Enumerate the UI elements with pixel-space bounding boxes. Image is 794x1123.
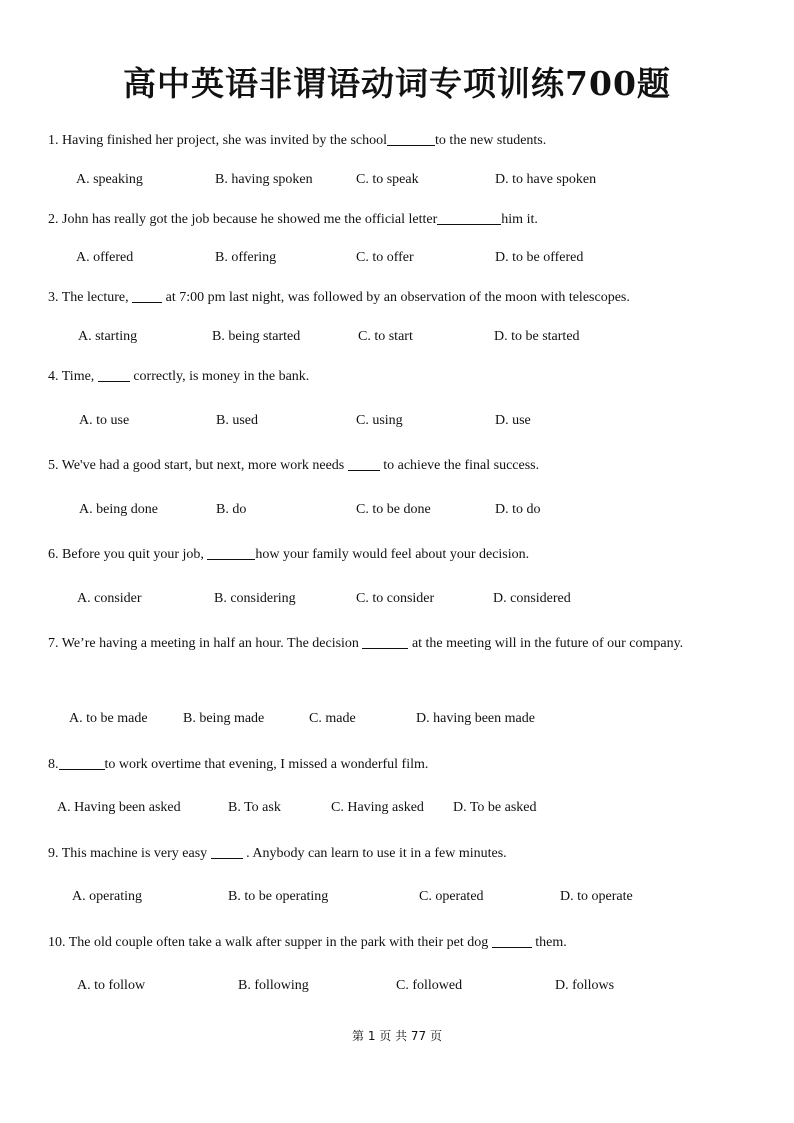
- question-5: [48, 456, 748, 476]
- question-2: [48, 210, 748, 230]
- question-text: correctly, is money in the bank.: [133, 369, 310, 384]
- option-d[interactable]: D. To be asked: [453, 800, 537, 815]
- question-text: 1. Having finished her project, she was invited by the school: [48, 133, 388, 148]
- option-b[interactable]: B. having spoken: [215, 172, 313, 187]
- option-a[interactable]: A. consider: [77, 591, 142, 606]
- answer-blank[interactable]: [437, 210, 501, 225]
- question-4: [48, 367, 748, 387]
- question-text: 2. John has really got the job because he showed me the official letter: [48, 212, 438, 227]
- option-b[interactable]: B. do: [216, 502, 247, 517]
- question-text: them.: [535, 935, 567, 950]
- question-text: 7. We’re having a meeting in half an hour. The decision: [48, 636, 359, 651]
- answer-blank[interactable]: [98, 367, 130, 382]
- answer-blank[interactable]: [59, 755, 105, 770]
- option-c[interactable]: C. to offer: [356, 250, 414, 265]
- answer-blank[interactable]: [492, 933, 532, 948]
- answer-blank[interactable]: [387, 131, 435, 146]
- page-footer: 第 1 页 共 77 页: [352, 1029, 442, 1043]
- option-c[interactable]: C. to be done: [356, 502, 431, 517]
- option-d[interactable]: D. to do: [495, 502, 541, 517]
- option-d[interactable]: D. considered: [493, 591, 571, 606]
- option-d[interactable]: D. to be started: [494, 329, 580, 344]
- question-text: to the new students.: [435, 133, 547, 148]
- question-6: [48, 545, 748, 565]
- option-d[interactable]: D. having been made: [416, 711, 535, 726]
- option-a[interactable]: A. speaking: [76, 172, 143, 187]
- answer-blank[interactable]: [132, 288, 162, 303]
- option-c[interactable]: C. to consider: [356, 591, 435, 606]
- option-a[interactable]: A. being done: [79, 502, 158, 517]
- question-text: 10. The old couple often take a walk after supper in the park with their pet dog: [48, 935, 489, 950]
- question-text: 9. This machine is very easy: [48, 846, 208, 861]
- question-3: [48, 288, 748, 308]
- question-text: to work overtime that evening, I missed a wonderful film.: [104, 757, 429, 772]
- option-d[interactable]: D. to be offered: [495, 250, 584, 265]
- answer-blank[interactable]: [207, 545, 255, 560]
- option-d[interactable]: D. to have spoken: [495, 172, 597, 187]
- option-b[interactable]: B. being started: [212, 329, 301, 344]
- option-d[interactable]: D. use: [495, 413, 531, 428]
- option-a[interactable]: A. starting: [78, 329, 138, 344]
- question-text: at the meeting will in the future of our company.: [411, 636, 684, 651]
- page-title: 高中英语非谓语动词专项训练700题: [123, 64, 671, 103]
- option-c[interactable]: C. using: [356, 413, 403, 428]
- option-a[interactable]: A. to be made: [69, 711, 148, 726]
- question-text: . Anybody can learn to use it in a few minutes.: [246, 846, 507, 861]
- option-c[interactable]: C. operated: [419, 889, 484, 904]
- question-text: him it.: [501, 212, 538, 227]
- question-7: [48, 628, 748, 659]
- question-text: how your family would feel about your decision.: [255, 547, 530, 562]
- question-9: [48, 844, 748, 864]
- option-b[interactable]: B. being made: [183, 711, 265, 726]
- option-b[interactable]: B. to be operating: [228, 889, 329, 904]
- option-c[interactable]: C. made: [309, 711, 356, 726]
- option-d[interactable]: D. to operate: [560, 889, 633, 904]
- answer-blank[interactable]: [211, 844, 243, 859]
- option-b[interactable]: B. offering: [215, 250, 277, 265]
- option-a[interactable]: A. Having been asked: [57, 800, 181, 815]
- question-text: 8.: [48, 757, 59, 772]
- option-b[interactable]: B. considering: [214, 591, 296, 606]
- question-text: 3. The lecture,: [48, 290, 129, 305]
- option-a[interactable]: A. to use: [79, 413, 130, 428]
- question-text: 4. Time,: [48, 369, 95, 384]
- question-1: [48, 131, 748, 151]
- question-text: at 7:00 pm last night, was followed by an observation of the moon with telescopes.: [165, 290, 630, 305]
- option-a[interactable]: A. operating: [72, 889, 142, 904]
- question-text: 6. Before you quit your job,: [48, 547, 204, 562]
- option-b[interactable]: B. following: [238, 978, 309, 993]
- option-c[interactable]: C. Having asked: [331, 800, 424, 815]
- option-d[interactable]: D. follows: [555, 978, 615, 993]
- option-c[interactable]: C. to start: [358, 329, 413, 344]
- question-text: to achieve the final success.: [383, 458, 540, 473]
- option-a[interactable]: A. to follow: [77, 978, 146, 993]
- answer-blank[interactable]: [348, 456, 380, 471]
- option-b[interactable]: B. used: [216, 413, 258, 428]
- question-10: [48, 933, 748, 953]
- option-b[interactable]: B. To ask: [228, 800, 281, 815]
- option-c[interactable]: C. followed: [396, 978, 463, 993]
- question-text: 5. We've had a good start, but next, more work needs: [48, 458, 345, 473]
- answer-blank[interactable]: [362, 634, 408, 649]
- question-8: [48, 755, 748, 775]
- option-a[interactable]: A. offered: [76, 250, 134, 265]
- option-c[interactable]: C. to speak: [356, 172, 419, 187]
